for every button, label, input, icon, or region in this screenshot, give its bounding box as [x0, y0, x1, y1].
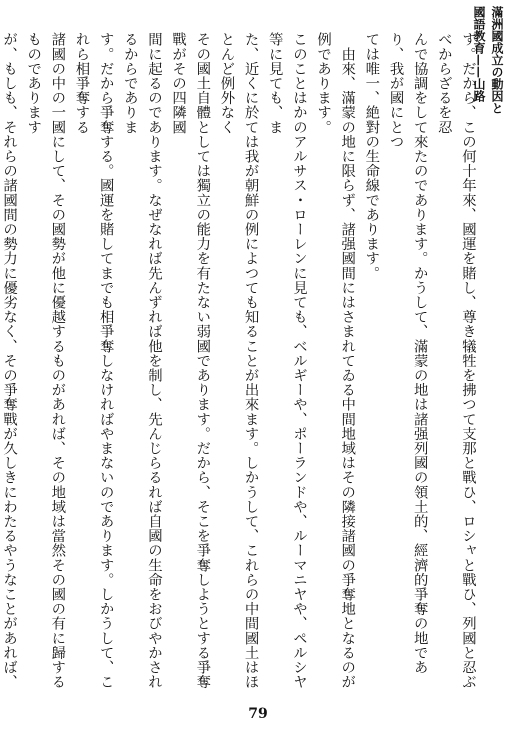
text-column: す。だから爭奪する。國運を賭してまでも相爭奪しなければやまないのであります。しかうして、これら相爭奪する	[73, 32, 114, 689]
text-column: その國土自體としては獨立の能力を有たない弱國であります。だから、そこを爭奪しようとする爭奪戰がその四隣國	[170, 32, 211, 689]
text-column: んで協調をして來たのであります。かうして、滿蒙の地は諸强列國の領土的、經濟的爭奪の地であり、我が國にとつ	[387, 32, 428, 675]
text-column: す。だから、この何十年來、國運を賭し、尊き犠牲を拂つて支那と戰ひ、ロシャと戰ひ、列國と忍ぶべからざるを忍	[435, 32, 476, 689]
text-column: ては唯一、絶對の生命線であります。	[363, 32, 380, 281]
text-column: 間に起るのであります。なぜなれば先んずれば他を制し、先んじらるれば自國の生命をおびやかされるからでありま	[121, 32, 162, 689]
text-column: 諸國の中の一國にして、その國勢が他に優越するものがあれば、その地域は當然その國の有に歸するものであります	[25, 32, 66, 689]
page-number: 79	[248, 706, 268, 722]
text-column: た、近くに於ては我が朝鮮の例によつても知ることが出來ます。しかうして、これらの中間國土はほとんど例外なく	[218, 32, 259, 689]
text-column: このことはかのアルサス・ローレンに見ても、ベルギーや、ポーランドや、ルーマニヤや、ペルシヤ等に見ても、ま	[266, 32, 307, 689]
text-column: 由來、滿蒙の地に限らず、諸强國間にはさまれてゐる中間地域はその隣接諸國の爭奪地となるのが例であります。	[315, 32, 356, 689]
body-text	[1, 32, 480, 690]
running-header: 滿洲國成立の動因と國語教育——山路	[472, 6, 504, 114]
text-column: が、もしも、それらの諸國間の勢力に優劣なく、その爭奪戰が久しきにわたるやうなことがあれば、	[1, 32, 18, 689]
